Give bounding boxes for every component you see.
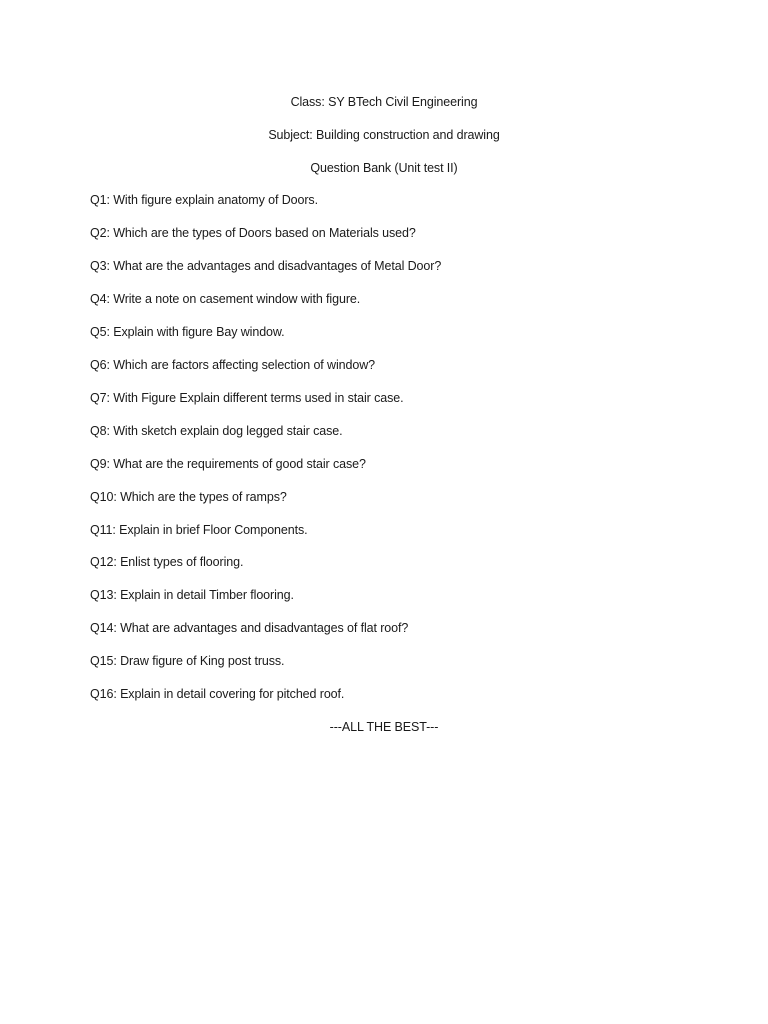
question-item-15: Q15: Draw figure of King post truss. xyxy=(90,654,285,668)
question-item-12: Q12: Enlist types of flooring. xyxy=(90,555,244,569)
question-item-1: Q1: With figure explain anatomy of Doors. xyxy=(90,193,318,207)
question-item-11: Q11: Explain in brief Floor Components. xyxy=(90,523,308,537)
question-bank-heading: Question Bank (Unit test II) xyxy=(310,161,458,175)
question-item-5: Q5: Explain with figure Bay window. xyxy=(90,325,285,339)
question-item-10: Q10: Which are the types of ramps? xyxy=(90,490,287,504)
question-item-16: Q16: Explain in detail covering for pitched roof. xyxy=(90,687,345,701)
question-item-6: Q6: Which are factors affecting selection of window? xyxy=(90,358,375,372)
question-item-7: Q7: With Figure Explain different terms used in stair case. xyxy=(90,391,404,405)
class-heading: Class: SY BTech Civil Engineering xyxy=(290,95,478,109)
question-item-3: Q3: What are the advantages and disadvantages of Metal Door? xyxy=(90,259,442,273)
question-item-8: Q8: With sketch explain dog legged stair case. xyxy=(90,424,343,438)
question-item-4: Q4: Write a note on casement window with figure. xyxy=(90,292,361,306)
question-item-13: Q13: Explain in detail Timber flooring. xyxy=(90,588,294,602)
closing-message: ---ALL THE BEST--- xyxy=(329,720,439,734)
subject-heading: Subject: Building construction and drawing xyxy=(268,128,500,142)
question-item-14: Q14: What are advantages and disadvantages of flat roof? xyxy=(90,621,409,635)
question-item-9: Q9: What are the requirements of good stair case? xyxy=(90,457,366,471)
question-item-2: Q2: Which are the types of Doors based on Materials used? xyxy=(90,226,416,240)
